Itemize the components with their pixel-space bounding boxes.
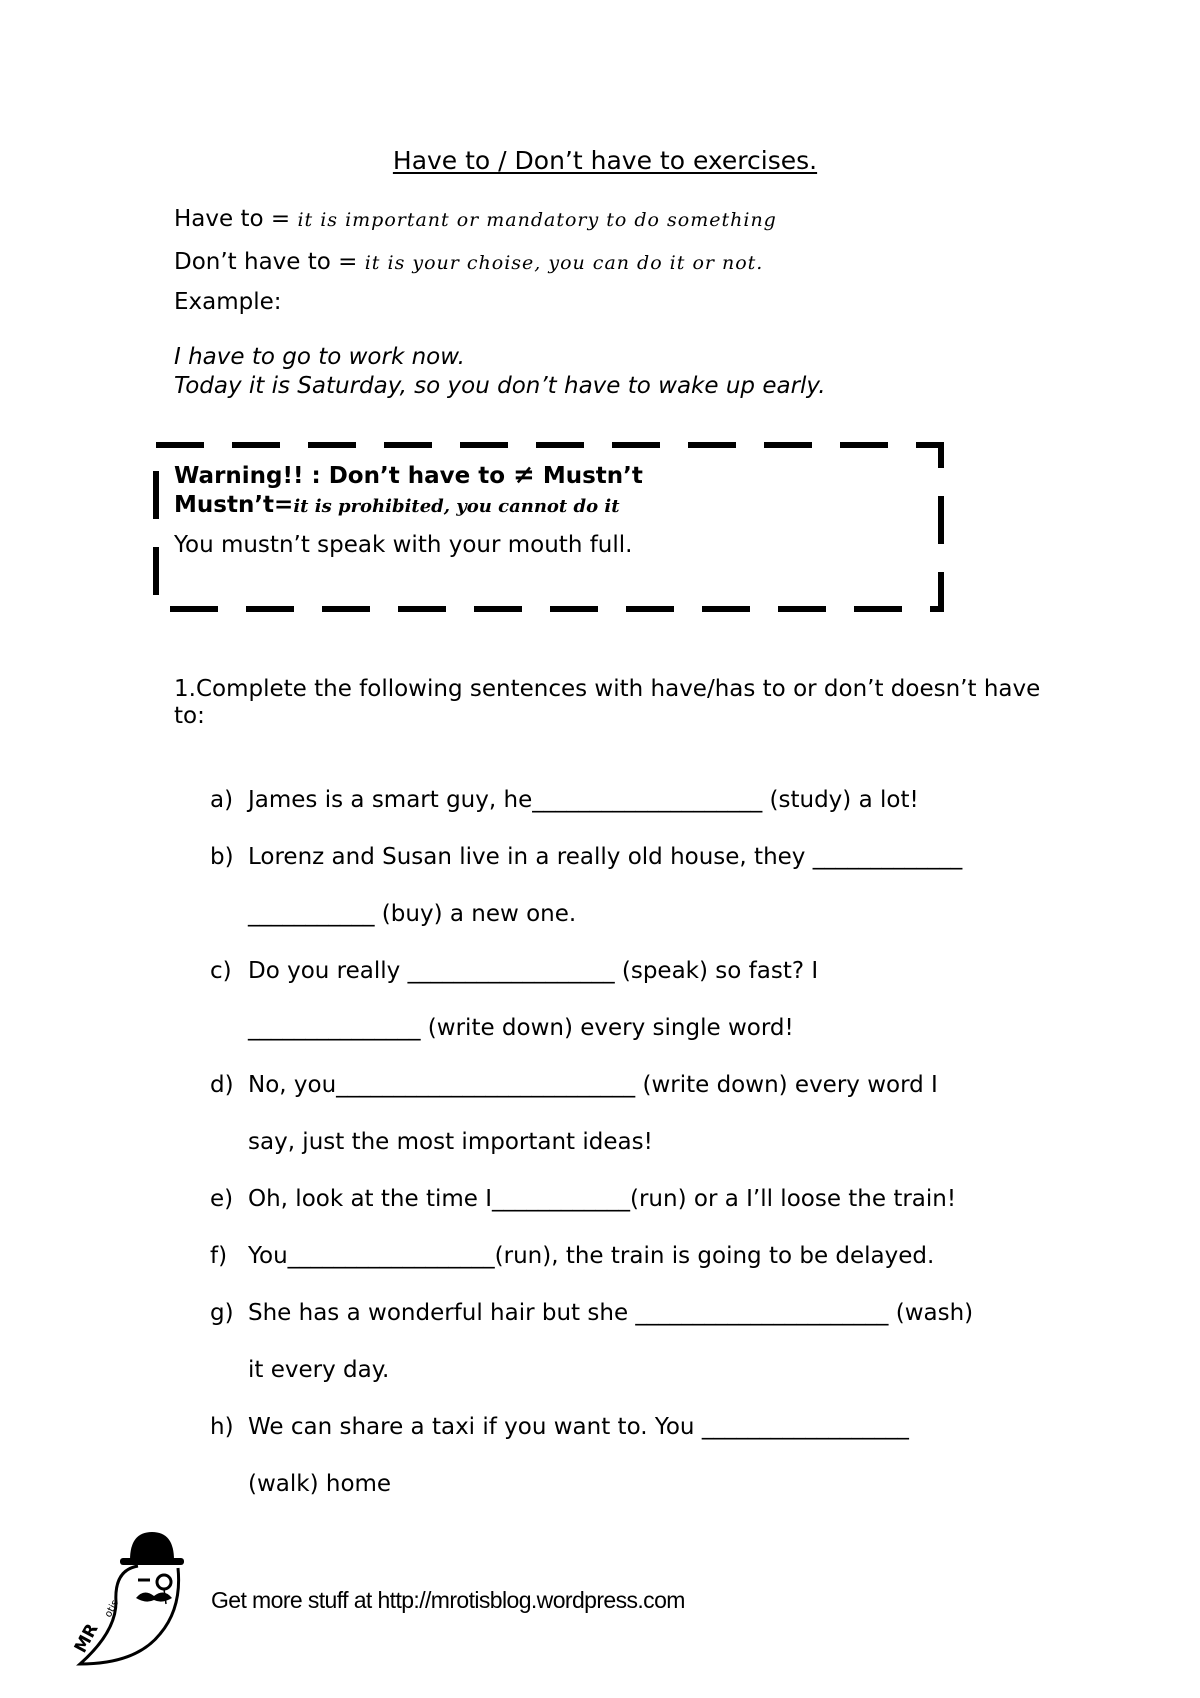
question-label: g) xyxy=(210,1300,234,1326)
question-continuation: it every day. xyxy=(248,1357,390,1383)
question-text: Do you really __________________ (speak) so fast? I xyxy=(248,958,819,984)
question-label: e) xyxy=(210,1186,234,1212)
question-text: Oh, look at the time I____________(run) or a I’ll loose the train! xyxy=(248,1186,957,1212)
warning-text: Warning!! : Don’t have to xyxy=(174,463,514,489)
logo-lettering: otis xyxy=(102,1598,122,1620)
definition-meaning: it is important or mandatory to do something xyxy=(297,209,777,231)
question-text: No, you__________________________ (write down) every word I xyxy=(248,1072,938,1098)
question-text: Lorenz and Susan live in a really old house, they _____________ xyxy=(248,844,963,870)
question-continuation: _______________ (write down) every single word! xyxy=(248,1015,794,1041)
logo-lettering: MR xyxy=(70,1620,103,1657)
question-label: d) xyxy=(210,1072,234,1098)
question-text: James is a smart guy, he____________________ (study) a lot! xyxy=(248,787,919,813)
question-label: h) xyxy=(210,1414,234,1440)
footer-link[interactable]: Get more stuff at http://mrotisblog.wordpress.com xyxy=(211,1587,685,1613)
mustnt-meaning: it is prohibited, you cannot do it xyxy=(293,496,620,517)
example-label: Example: xyxy=(174,289,282,315)
warning-text: Mustn’t xyxy=(534,463,643,489)
question-continuation: say, just the most important ideas! xyxy=(248,1129,653,1155)
not-equal-symbol: ≠ xyxy=(513,460,535,490)
question-continuation: (walk) home xyxy=(248,1471,392,1497)
warning-example: You mustn’t speak with your mouth full. xyxy=(174,532,633,558)
question-text: You__________________(run), the train is going to be delayed. xyxy=(248,1243,935,1269)
mustnt-definition xyxy=(174,492,620,518)
question-label: f) xyxy=(210,1243,228,1269)
mr-otis-logo-icon xyxy=(66,1522,216,1672)
page-title: Have to / Don’t have to exercises. xyxy=(392,146,818,175)
definition-term: Don’t have to = xyxy=(174,249,365,275)
mustnt-term: Mustn’t= xyxy=(174,492,294,518)
question-label: b) xyxy=(210,844,234,870)
definition-term: Have to = xyxy=(174,206,298,232)
exercise-instruction: 1.Complete the following sentences with have/has to or don’t doesn’t have to: xyxy=(174,676,1041,729)
definition-meaning: it is your choise, you can do it or not. xyxy=(364,252,764,274)
question-label: a) xyxy=(210,787,234,813)
example-sentence: I have to go to work now. xyxy=(174,344,465,370)
question-label: c) xyxy=(210,958,232,984)
warning-heading xyxy=(174,460,643,490)
question-continuation: ___________ (buy) a new one. xyxy=(248,901,577,927)
question-text: We can share a taxi if you want to. You __________________ xyxy=(248,1414,909,1440)
question-text: She has a wonderful hair but she ______________________ (wash) xyxy=(248,1300,974,1326)
example-sentence: Today it is Saturday, so you don’t have to wake up early. xyxy=(174,373,826,399)
